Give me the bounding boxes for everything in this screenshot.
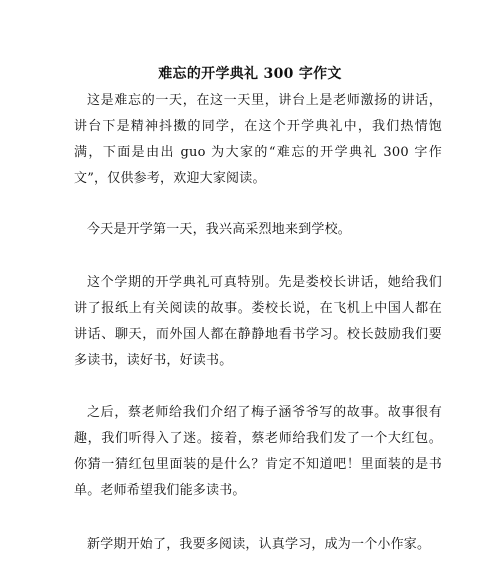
- document-title: 难忘的开学典礼 300 字作文: [158, 66, 342, 82]
- paragraph-intro: 这是难忘的一天，在这一天里，讲台上是老师激扬的讲话，讲台下是精神抖擞的同学，在这个开学典礼中，我们热情饱满，下面是由出 guo 为大家的“难忘的开学典礼 300 字作文”，仅供参考，欢迎大家阅读。: [74, 93, 442, 186]
- paragraph-first-day: 今天是开学第一天，我兴高采烈地来到学校。: [87, 222, 352, 237]
- paragraph-conclusion: 新学期开始了，我要多阅读，认真学习，成为一个小作家。: [87, 537, 431, 552]
- paragraph-teacher-story: 之后，蔡老师给我们介绍了梅子涵爷爷写的故事。故事很有趣，我们听得入了迷。接着，蔡老师给我们发了一个大红包。你猜一猜红包里面装的是什么？肯定不知道吧！里面装的是书单。老师希望我们能多读书。: [74, 405, 442, 498]
- paragraph-principal-speech: 这个学期的开学典礼可真特别。先是娄校长讲话，她给我们讲了报纸上有关阅读的故事。娄校长说，在飞机上中国人都在讲话、聊天，而外国人都在静静地看书学习。校长鼓励我们要多读书，读好书，好读书。: [74, 275, 442, 368]
